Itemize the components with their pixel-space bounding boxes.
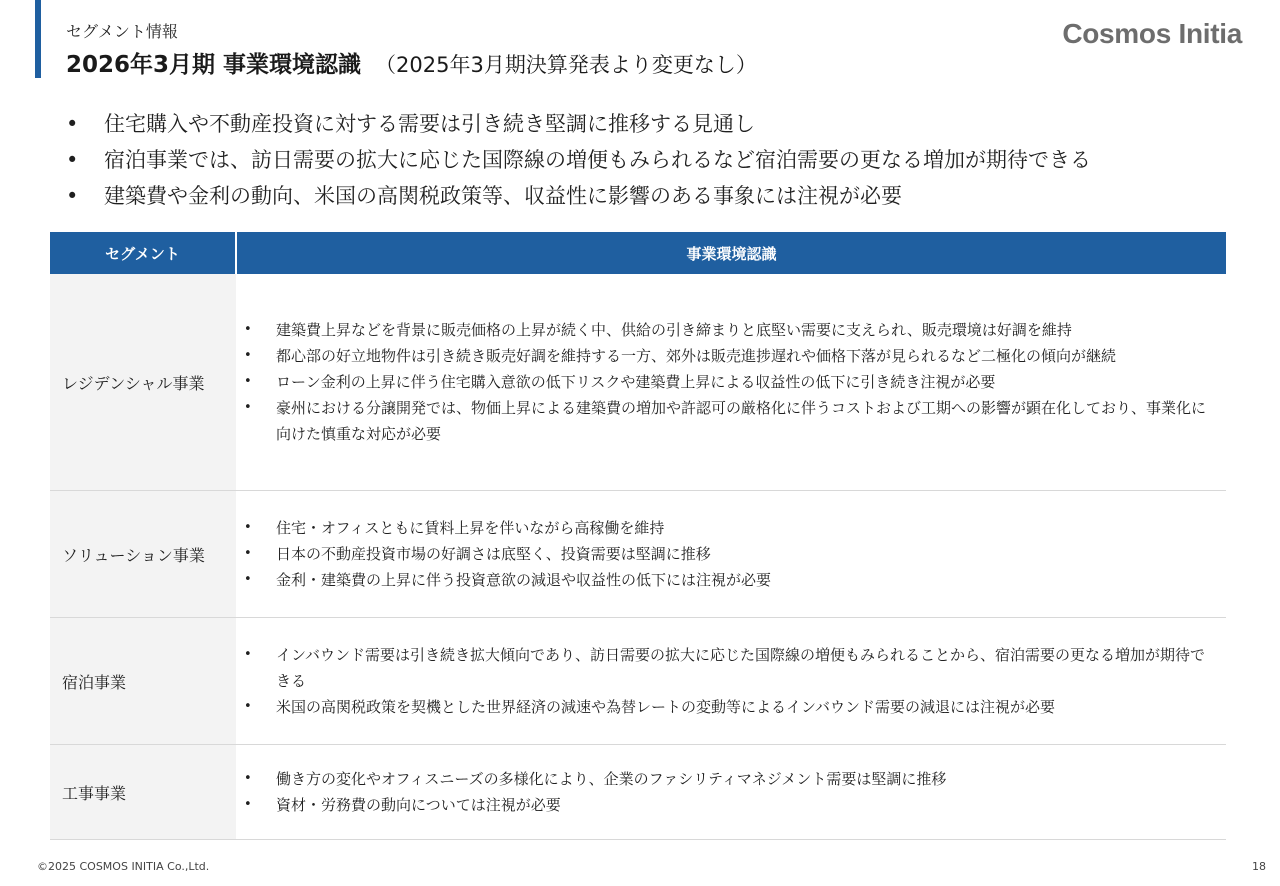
summary-bullet-text: 住宅購入や不動産投資に対する需要は引き続き堅調に推移する見通し xyxy=(104,112,755,136)
table-row xyxy=(50,745,1226,840)
company-logo: Cosmos Initia xyxy=(1062,18,1242,49)
title-accent-bar xyxy=(35,0,41,78)
list-item xyxy=(244,792,1214,818)
bullet-icon: • xyxy=(244,572,252,587)
summary-bullet xyxy=(66,178,1091,214)
header-environment: 事業環境認識 xyxy=(236,232,1226,274)
list-item xyxy=(244,515,1214,541)
list-item xyxy=(244,541,1214,567)
bullet-icon: • xyxy=(244,520,252,535)
list-item xyxy=(244,395,1214,447)
list-item-text: 働き方の変化やオフィスニーズの多様化により、企業のファシリティマネジメント需要は堅調に推移 xyxy=(276,770,947,788)
list-item-text: 米国の高関税政策を契機とした世界経済の減速や為替レートの変動等によるインバウンド需要の減退には注視が必要 xyxy=(276,698,1055,716)
segment-name: 宿泊事業 xyxy=(50,618,236,745)
segment-name: ソリューション事業 xyxy=(50,491,236,618)
segment-environment-cell xyxy=(236,618,1226,745)
list-item xyxy=(244,642,1214,694)
segment-environment-cell xyxy=(236,491,1226,618)
bullet-icon: • xyxy=(244,771,252,786)
segment-name: レジデンシャル事業 xyxy=(50,274,236,491)
list-item-text: 都心部の好立地物件は引き続き販売好調を維持する一方、郊外は販売進捗遅れや価格下落が見られるなど二極化の傾向が継続 xyxy=(276,347,1117,365)
bullet-icon: • xyxy=(244,348,252,363)
environment-list xyxy=(244,317,1214,447)
bullet-icon: • xyxy=(244,699,252,714)
bullet-icon: • xyxy=(244,322,252,337)
summary-bullet-text: 宿泊事業では、訪日需要の拡大に応じた国際線の増便もみられるなど宿泊需要の更なる増加が期待できる xyxy=(104,148,1091,172)
list-item-text: 資材・労務費の動向については注視が必要 xyxy=(276,796,561,814)
bullet-icon: • xyxy=(66,184,79,208)
page-title xyxy=(66,46,757,79)
segment-environment-table xyxy=(50,232,1226,840)
list-item xyxy=(244,343,1214,369)
environment-list xyxy=(244,766,1214,818)
summary-bullet xyxy=(66,142,1091,178)
bullet-icon: • xyxy=(244,546,252,561)
bullet-icon: • xyxy=(66,112,79,136)
list-item xyxy=(244,317,1214,343)
bullet-icon: • xyxy=(244,647,252,662)
list-item-text: 建築費上昇などを背景に販売価格の上昇が続く中、供給の引き締まりと底堅い需要に支えられ、販売環境は好調を維持 xyxy=(276,321,1072,339)
list-item xyxy=(244,766,1214,792)
environment-list xyxy=(244,642,1214,720)
segment-name: 工事事業 xyxy=(50,745,236,840)
bullet-icon: • xyxy=(244,374,252,389)
list-item xyxy=(244,567,1214,593)
table-row xyxy=(50,491,1226,618)
list-item-text: 住宅・オフィスともに賃料上昇を伴いながら高稼働を維持 xyxy=(276,519,665,537)
list-item-text: インバウンド需要は引き続き拡大傾向であり、訪日需要の拡大に応じた国際線の増便もみられることから、宿泊需要の更なる増加が期待できる xyxy=(276,646,1205,690)
summary-bullet-text: 建築費や金利の動向、米国の高関税政策等、収益性に影響のある事象には注視が必要 xyxy=(104,184,902,208)
list-item-text: 豪州における分譲開発では、物価上昇による建築費の増加や許認可の厳格化に伴うコストおよび工期への影響が顕在化しており、事業化に向けた慎重な対応が必要 xyxy=(276,399,1207,443)
table-row xyxy=(50,618,1226,745)
page-subtitle: （2025年3月期決算発表より変更なし） xyxy=(375,53,757,77)
segment-environment-cell xyxy=(236,745,1226,840)
page-number: 18 xyxy=(1252,860,1266,873)
bullet-icon: • xyxy=(244,797,252,812)
bullet-icon: • xyxy=(244,400,252,415)
header-segment: セグメント xyxy=(50,232,236,274)
environment-list xyxy=(244,515,1214,593)
list-item xyxy=(244,694,1214,720)
table-row xyxy=(50,274,1226,491)
list-item xyxy=(244,369,1214,395)
summary-bullet-list xyxy=(66,106,1091,214)
section-label: セグメント情報 xyxy=(66,22,178,41)
list-item-text: 日本の不動産投資市場の好調さは底堅く、投資需要は堅調に推移 xyxy=(276,545,711,563)
list-item-text: ローン金利の上昇に伴う住宅購入意欲の低下リスクや建築費上昇による収益性の低下に引き続き注視が必要 xyxy=(276,373,996,391)
table-header-row xyxy=(50,232,1226,274)
list-item-text: 金利・建築費の上昇に伴う投資意欲の減退や収益性の低下には注視が必要 xyxy=(276,571,772,589)
footer-copyright: ©2025 COSMOS INITIA Co.,Ltd. xyxy=(37,860,210,873)
page-title-main: 2026年3月期 事業環境認識 xyxy=(66,52,362,78)
segment-environment-cell xyxy=(236,274,1226,491)
bullet-icon: • xyxy=(66,148,79,172)
summary-bullet xyxy=(66,106,1091,142)
